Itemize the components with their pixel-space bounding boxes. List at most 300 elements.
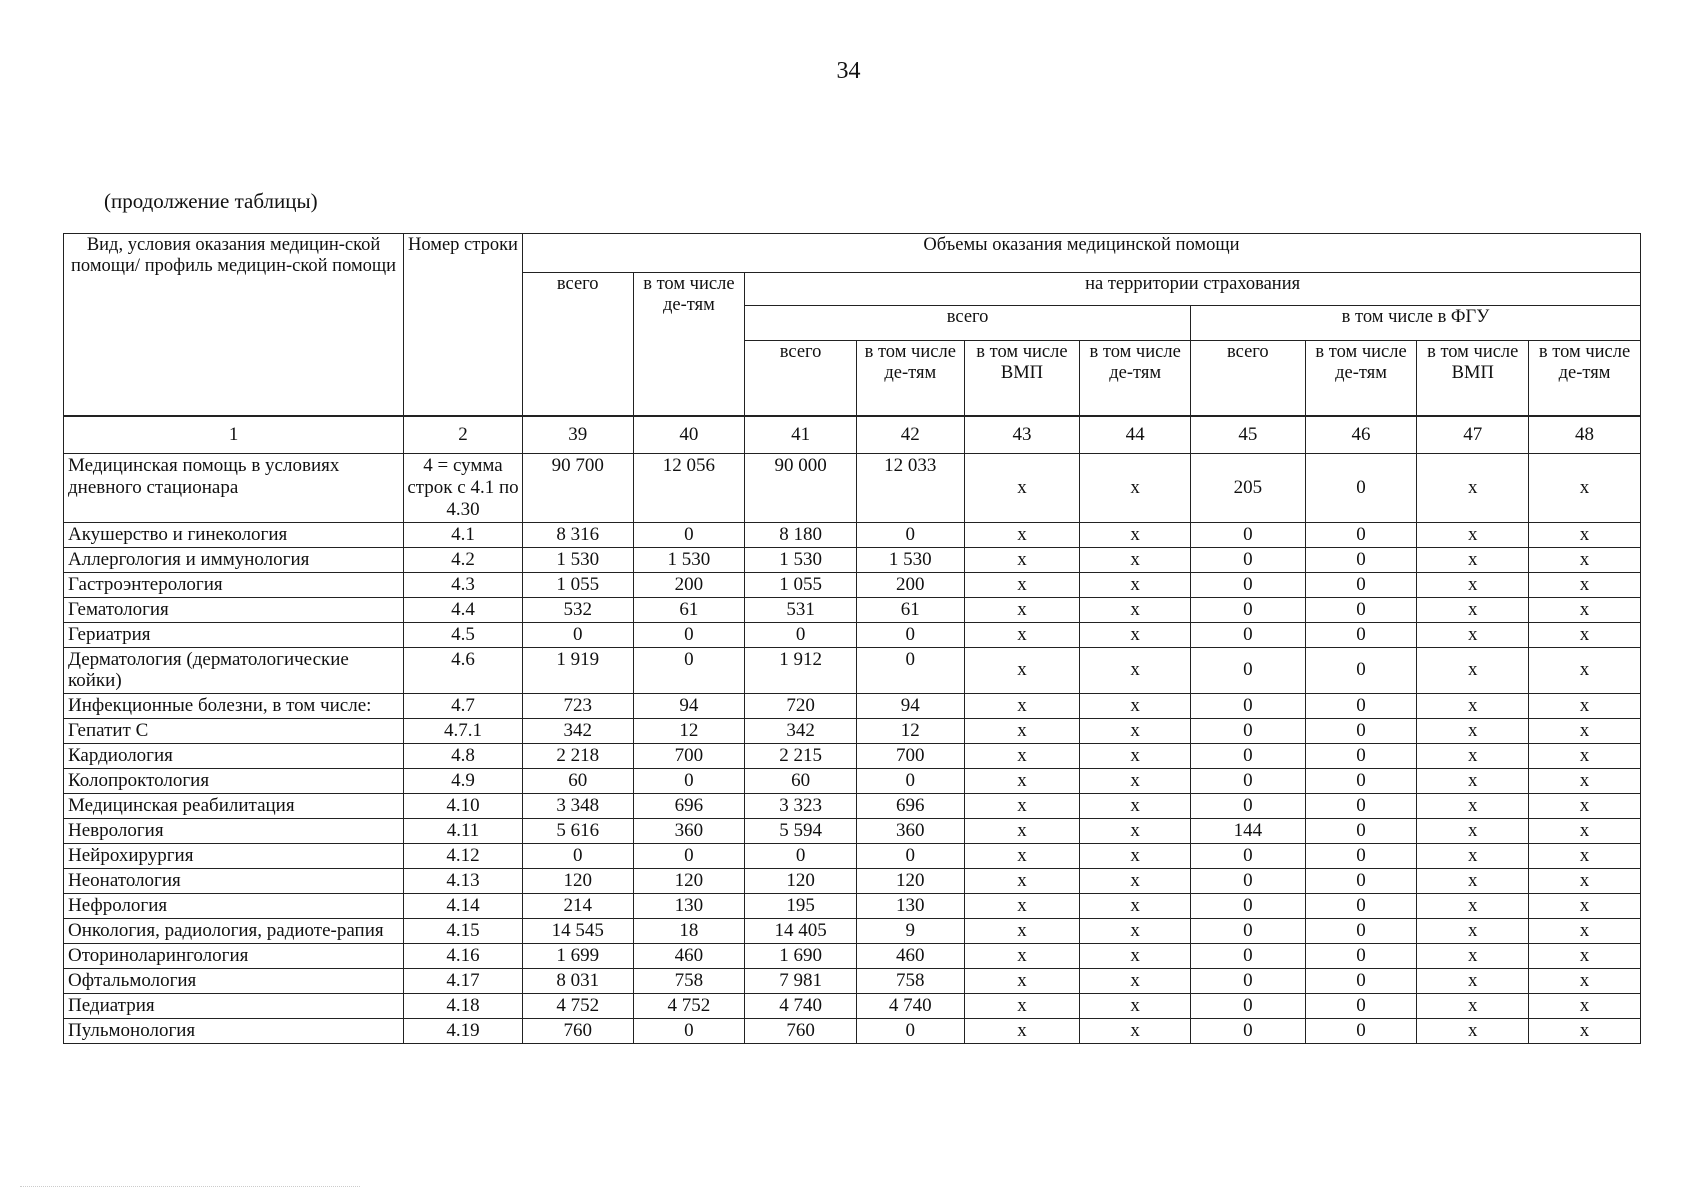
column-number: 46: [1305, 416, 1417, 454]
row-value-cell: х: [1529, 769, 1641, 794]
row-value-cell: 5 616: [522, 819, 633, 844]
row-value-cell: 460: [633, 944, 745, 969]
row-value-cell: 5 594: [745, 819, 857, 844]
row-value-cell: 60: [522, 769, 633, 794]
row-value-cell: х: [1080, 794, 1191, 819]
row-line-number: 4.19: [404, 1019, 523, 1044]
table-row: [64, 844, 1641, 869]
row-value-cell: 760: [522, 1019, 633, 1044]
row-value-cell: 720: [745, 694, 857, 719]
row-value-cell: 0: [633, 844, 745, 869]
column-number: 47: [1417, 416, 1529, 454]
row-value-cell: 360: [633, 819, 745, 844]
row-value-cell: 1 530: [522, 547, 633, 572]
row-value-cell: 0: [1305, 647, 1417, 694]
row-value-cell: х: [1417, 1019, 1529, 1044]
row-value-cell: 200: [633, 572, 745, 597]
row-value-cell: х: [964, 994, 1080, 1019]
row-value-cell: 12 033: [856, 454, 964, 523]
row-value-cell: 0: [1305, 769, 1417, 794]
row-value-cell: 0: [1305, 819, 1417, 844]
row-value-cell: х: [1417, 794, 1529, 819]
row-value-cell: 12: [856, 719, 964, 744]
row-value-cell: 0: [1191, 522, 1306, 547]
header-col-43: в том числе ВМП: [964, 341, 1080, 417]
row-value-cell: х: [1080, 769, 1191, 794]
row-value-cell: 144: [1191, 819, 1306, 844]
row-value-cell: 0: [1305, 597, 1417, 622]
row-profile-name: Кардиология: [64, 744, 404, 769]
row-value-cell: 1 530: [745, 547, 857, 572]
row-value-cell: 758: [633, 969, 745, 994]
row-value-cell: 696: [633, 794, 745, 819]
row-line-number: 4.4: [404, 597, 523, 622]
header-fgu: в том числе в ФГУ: [1191, 306, 1641, 341]
row-value-cell: х: [1529, 819, 1641, 844]
row-line-number: 4.9: [404, 769, 523, 794]
row-value-cell: 8 031: [522, 969, 633, 994]
table-row: [64, 994, 1641, 1019]
row-value-cell: х: [1417, 597, 1529, 622]
row-profile-name: Нефрология: [64, 894, 404, 919]
row-value-cell: 60: [745, 769, 857, 794]
row-value-cell: 0: [1191, 869, 1306, 894]
row-value-cell: х: [1080, 719, 1191, 744]
row-line-number: 4.5: [404, 622, 523, 647]
row-value-cell: 0: [1305, 919, 1417, 944]
header-col-44: в том числе де-тям: [1080, 341, 1191, 417]
row-value-cell: 0: [1305, 894, 1417, 919]
row-value-cell: х: [1080, 819, 1191, 844]
column-number: 43: [964, 416, 1080, 454]
column-number: 41: [745, 416, 857, 454]
row-value-cell: 0: [856, 1019, 964, 1044]
row-value-cell: 532: [522, 597, 633, 622]
row-value-cell: х: [1080, 454, 1191, 523]
row-line-number: 4 = сумма строк с 4.1 по 4.30: [404, 454, 523, 523]
row-value-cell: х: [1417, 547, 1529, 572]
row-value-cell: 1 699: [522, 944, 633, 969]
table-header: [64, 234, 1641, 454]
row-value-cell: х: [1529, 647, 1641, 694]
table-row: [64, 944, 1641, 969]
row-value-cell: 0: [1191, 944, 1306, 969]
table-continuation-note: (продолжение таблицы): [104, 189, 318, 213]
row-value-cell: х: [1080, 969, 1191, 994]
row-value-cell: 0: [1191, 647, 1306, 694]
row-value-cell: х: [1080, 547, 1191, 572]
row-value-cell: х: [964, 547, 1080, 572]
row-value-cell: 214: [522, 894, 633, 919]
row-value-cell: 200: [856, 572, 964, 597]
row-value-cell: х: [964, 1019, 1080, 1044]
row-value-cell: 1 530: [633, 547, 745, 572]
row-profile-name: Неонатология: [64, 869, 404, 894]
row-value-cell: 0: [1191, 622, 1306, 647]
row-value-cell: 4 740: [856, 994, 964, 1019]
row-value-cell: 205: [1191, 454, 1306, 523]
row-value-cell: х: [1529, 994, 1641, 1019]
row-profile-name: Медицинская реабилитация: [64, 794, 404, 819]
row-value-cell: 2 218: [522, 744, 633, 769]
row-value-cell: х: [1417, 769, 1529, 794]
table-row: [64, 819, 1641, 844]
row-value-cell: 0: [1191, 894, 1306, 919]
table-row: [64, 894, 1641, 919]
row-value-cell: 0: [1305, 844, 1417, 869]
row-value-cell: 460: [856, 944, 964, 969]
table-row: [64, 694, 1641, 719]
row-value-cell: х: [1529, 1019, 1641, 1044]
row-value-cell: х: [1417, 969, 1529, 994]
row-value-cell: х: [964, 647, 1080, 694]
row-value-cell: 0: [1191, 969, 1306, 994]
row-value-cell: х: [1417, 744, 1529, 769]
row-value-cell: х: [1417, 819, 1529, 844]
row-line-number: 4.16: [404, 944, 523, 969]
row-value-cell: 12 056: [633, 454, 745, 523]
row-value-cell: х: [1529, 454, 1641, 523]
column-number: 44: [1080, 416, 1191, 454]
row-value-cell: х: [1529, 794, 1641, 819]
row-value-cell: х: [1080, 744, 1191, 769]
table-row: [64, 794, 1641, 819]
row-value-cell: 130: [633, 894, 745, 919]
header-col-42: в том числе де-тям: [856, 341, 964, 417]
row-value-cell: х: [1529, 547, 1641, 572]
row-value-cell: 90 700: [522, 454, 633, 523]
row-value-cell: х: [1417, 994, 1529, 1019]
table-row: [64, 769, 1641, 794]
row-profile-name: Педиатрия: [64, 994, 404, 1019]
row-value-cell: х: [964, 719, 1080, 744]
row-value-cell: 0: [1305, 547, 1417, 572]
row-value-cell: х: [1080, 919, 1191, 944]
table-row: [64, 647, 1641, 694]
table-row: [64, 969, 1641, 994]
row-value-cell: 0: [522, 622, 633, 647]
row-value-cell: х: [1417, 869, 1529, 894]
row-value-cell: 18: [633, 919, 745, 944]
row-value-cell: 0: [1305, 994, 1417, 1019]
table-row: [64, 572, 1641, 597]
table-row: [64, 622, 1641, 647]
row-value-cell: 7 981: [745, 969, 857, 994]
row-value-cell: х: [1529, 969, 1641, 994]
row-value-cell: 120: [522, 869, 633, 894]
row-value-cell: х: [1529, 522, 1641, 547]
row-line-number: 4.15: [404, 919, 523, 944]
row-profile-name: Колопроктология: [64, 769, 404, 794]
header-line-number: Номер строки: [404, 234, 523, 417]
row-value-cell: 0: [856, 522, 964, 547]
row-line-number: 4.12: [404, 844, 523, 869]
row-value-cell: х: [964, 769, 1080, 794]
row-value-cell: 0: [1305, 622, 1417, 647]
row-value-cell: 4 752: [522, 994, 633, 1019]
row-value-cell: 0: [633, 622, 745, 647]
row-profile-name: Онкология, радиология, радиоте-рапия: [64, 919, 404, 944]
table-row: [64, 744, 1641, 769]
row-value-cell: х: [1080, 994, 1191, 1019]
row-value-cell: х: [1529, 894, 1641, 919]
row-value-cell: 360: [856, 819, 964, 844]
row-value-cell: х: [1080, 622, 1191, 647]
row-value-cell: 61: [856, 597, 964, 622]
row-value-cell: х: [964, 454, 1080, 523]
row-value-cell: 0: [1305, 522, 1417, 547]
row-value-cell: х: [1417, 454, 1529, 523]
row-value-cell: х: [1529, 622, 1641, 647]
row-value-cell: х: [1529, 844, 1641, 869]
table-body: [64, 454, 1641, 1044]
row-value-cell: 120: [856, 869, 964, 894]
row-value-cell: 0: [1191, 1019, 1306, 1044]
header-territory-total: всего: [745, 306, 1191, 341]
row-value-cell: 120: [633, 869, 745, 894]
row-value-cell: 0: [1191, 547, 1306, 572]
row-value-cell: 0: [1305, 794, 1417, 819]
row-value-cell: 195: [745, 894, 857, 919]
row-value-cell: х: [1417, 944, 1529, 969]
row-value-cell: 531: [745, 597, 857, 622]
header-col-45: всего: [1191, 341, 1306, 417]
row-value-cell: 0: [633, 1019, 745, 1044]
column-number: 45: [1191, 416, 1306, 454]
row-value-cell: 0: [1305, 572, 1417, 597]
row-value-cell: х: [1080, 572, 1191, 597]
row-value-cell: 1 055: [745, 572, 857, 597]
row-value-cell: х: [1417, 572, 1529, 597]
row-profile-name: Дерматология (дерматологические койки): [64, 647, 404, 694]
row-value-cell: 0: [1191, 744, 1306, 769]
row-value-cell: х: [1080, 844, 1191, 869]
table-row: [64, 869, 1641, 894]
row-value-cell: 3 348: [522, 794, 633, 819]
row-value-cell: 0: [856, 622, 964, 647]
header-col-46: в том числе де-тям: [1305, 341, 1417, 417]
row-value-cell: 0: [1305, 869, 1417, 894]
row-value-cell: 0: [1191, 794, 1306, 819]
header-col-48: в том числе де-тям: [1529, 341, 1641, 417]
row-value-cell: х: [964, 869, 1080, 894]
row-value-cell: 0: [1191, 572, 1306, 597]
column-number: 2: [404, 416, 523, 454]
row-value-cell: 696: [856, 794, 964, 819]
row-profile-name: Инфекционные болезни, в том числе:: [64, 694, 404, 719]
row-value-cell: 342: [745, 719, 857, 744]
row-value-cell: х: [1417, 719, 1529, 744]
row-value-cell: 0: [1191, 994, 1306, 1019]
row-value-cell: х: [1529, 869, 1641, 894]
row-value-cell: х: [1529, 572, 1641, 597]
row-value-cell: х: [964, 622, 1080, 647]
row-value-cell: х: [1529, 694, 1641, 719]
row-value-cell: 0: [633, 647, 745, 694]
row-value-cell: 0: [856, 844, 964, 869]
row-value-cell: х: [1417, 919, 1529, 944]
row-value-cell: 14 545: [522, 919, 633, 944]
row-profile-name: Неврология: [64, 819, 404, 844]
row-value-cell: 3 323: [745, 794, 857, 819]
row-profile-name: Гематология: [64, 597, 404, 622]
column-number: 39: [522, 416, 633, 454]
row-value-cell: 0: [1305, 944, 1417, 969]
row-value-cell: х: [1417, 522, 1529, 547]
row-value-cell: 1 912: [745, 647, 857, 694]
row-line-number: 4.10: [404, 794, 523, 819]
row-value-cell: 61: [633, 597, 745, 622]
scan-artifact: [20, 1186, 360, 1188]
row-value-cell: 2 215: [745, 744, 857, 769]
table-row: [64, 547, 1641, 572]
header-col-41: всего: [745, 341, 857, 417]
column-number: 40: [633, 416, 745, 454]
row-value-cell: х: [1529, 919, 1641, 944]
row-line-number: 4.11: [404, 819, 523, 844]
row-value-cell: 1 690: [745, 944, 857, 969]
row-value-cell: 700: [856, 744, 964, 769]
row-value-cell: 14 405: [745, 919, 857, 944]
row-line-number: 4.7: [404, 694, 523, 719]
row-line-number: 4.7.1: [404, 719, 523, 744]
row-profile-name: Нейрохирургия: [64, 844, 404, 869]
row-line-number: 4.3: [404, 572, 523, 597]
row-value-cell: х: [1080, 869, 1191, 894]
row-value-cell: х: [1417, 647, 1529, 694]
row-value-cell: х: [1080, 1019, 1191, 1044]
row-value-cell: х: [964, 794, 1080, 819]
row-value-cell: 700: [633, 744, 745, 769]
row-value-cell: 4 740: [745, 994, 857, 1019]
row-profile-name: Гастроэнтерология: [64, 572, 404, 597]
row-value-cell: 0: [1191, 597, 1306, 622]
column-number: 48: [1529, 416, 1641, 454]
header-total: всего: [522, 273, 633, 417]
row-value-cell: х: [1080, 647, 1191, 694]
row-value-cell: 758: [856, 969, 964, 994]
row-line-number: 4.14: [404, 894, 523, 919]
row-line-number: 4.6: [404, 647, 523, 694]
row-value-cell: 0: [1305, 454, 1417, 523]
row-value-cell: х: [964, 597, 1080, 622]
row-value-cell: 120: [745, 869, 857, 894]
row-value-cell: 1 919: [522, 647, 633, 694]
row-value-cell: 0: [1191, 919, 1306, 944]
row-value-cell: 0: [1305, 719, 1417, 744]
row-line-number: 4.2: [404, 547, 523, 572]
row-value-cell: х: [964, 819, 1080, 844]
table-row: [64, 454, 1641, 523]
row-value-cell: 723: [522, 694, 633, 719]
row-value-cell: х: [1417, 622, 1529, 647]
row-value-cell: 1 055: [522, 572, 633, 597]
row-profile-name: Медицинская помощь в условиях дневного стационара: [64, 454, 404, 523]
header-volumes: Объемы оказания медицинской помощи: [522, 234, 1640, 273]
row-value-cell: 0: [522, 844, 633, 869]
row-value-cell: 12: [633, 719, 745, 744]
column-numbers-row: [64, 416, 1641, 454]
row-value-cell: х: [964, 919, 1080, 944]
row-value-cell: 8 316: [522, 522, 633, 547]
row-value-cell: 0: [1191, 844, 1306, 869]
row-value-cell: х: [1080, 522, 1191, 547]
row-value-cell: х: [1529, 744, 1641, 769]
row-value-cell: х: [1080, 894, 1191, 919]
row-profile-name: Гепатит С: [64, 719, 404, 744]
row-value-cell: 342: [522, 719, 633, 744]
header-col-47: в том числе ВМП: [1417, 341, 1529, 417]
column-number: 1: [64, 416, 404, 454]
row-value-cell: х: [964, 844, 1080, 869]
column-number: 42: [856, 416, 964, 454]
row-value-cell: х: [1080, 597, 1191, 622]
row-value-cell: 0: [1305, 744, 1417, 769]
row-value-cell: 0: [856, 769, 964, 794]
row-value-cell: 94: [633, 694, 745, 719]
row-profile-name: Оториноларингология: [64, 944, 404, 969]
row-value-cell: х: [1529, 597, 1641, 622]
row-value-cell: х: [964, 522, 1080, 547]
row-value-cell: х: [1417, 844, 1529, 869]
row-value-cell: х: [1417, 694, 1529, 719]
row-value-cell: 0: [745, 622, 857, 647]
page-number: 34: [836, 58, 861, 84]
row-value-cell: 4 752: [633, 994, 745, 1019]
row-line-number: 4.18: [404, 994, 523, 1019]
row-value-cell: 130: [856, 894, 964, 919]
row-profile-name: Офтальмология: [64, 969, 404, 994]
header-children: в том числе де-тям: [633, 273, 745, 417]
table-row: [64, 719, 1641, 744]
row-value-cell: 94: [856, 694, 964, 719]
row-value-cell: х: [1417, 894, 1529, 919]
row-value-cell: 760: [745, 1019, 857, 1044]
row-value-cell: х: [964, 894, 1080, 919]
table-row: [64, 1019, 1641, 1044]
row-profile-name: Пульмонология: [64, 1019, 404, 1044]
row-value-cell: 0: [1191, 769, 1306, 794]
row-value-cell: х: [1080, 694, 1191, 719]
row-value-cell: х: [964, 572, 1080, 597]
row-value-cell: 9: [856, 919, 964, 944]
table-row: [64, 597, 1641, 622]
row-value-cell: 0: [633, 522, 745, 547]
row-value-cell: х: [1080, 944, 1191, 969]
row-profile-name: Акушерство и гинекология: [64, 522, 404, 547]
row-value-cell: х: [964, 969, 1080, 994]
row-value-cell: 0: [1191, 694, 1306, 719]
row-value-cell: 90 000: [745, 454, 857, 523]
row-value-cell: х: [964, 944, 1080, 969]
row-value-cell: х: [964, 694, 1080, 719]
row-value-cell: 0: [1305, 694, 1417, 719]
row-line-number: 4.13: [404, 869, 523, 894]
row-value-cell: 8 180: [745, 522, 857, 547]
row-line-number: 4.1: [404, 522, 523, 547]
row-value-cell: 0: [745, 844, 857, 869]
header-profile: Вид, условия оказания медицин-ской помощи/ профиль медицин-ской помощи: [64, 234, 404, 417]
medical-volumes-table: [63, 233, 1641, 1044]
row-value-cell: 1 530: [856, 547, 964, 572]
row-value-cell: 0: [856, 647, 964, 694]
row-value-cell: 0: [1305, 1019, 1417, 1044]
row-line-number: 4.8: [404, 744, 523, 769]
row-value-cell: 0: [1305, 969, 1417, 994]
header-territory: на территории страхования: [745, 273, 1641, 306]
row-value-cell: 0: [633, 769, 745, 794]
table-row: [64, 919, 1641, 944]
